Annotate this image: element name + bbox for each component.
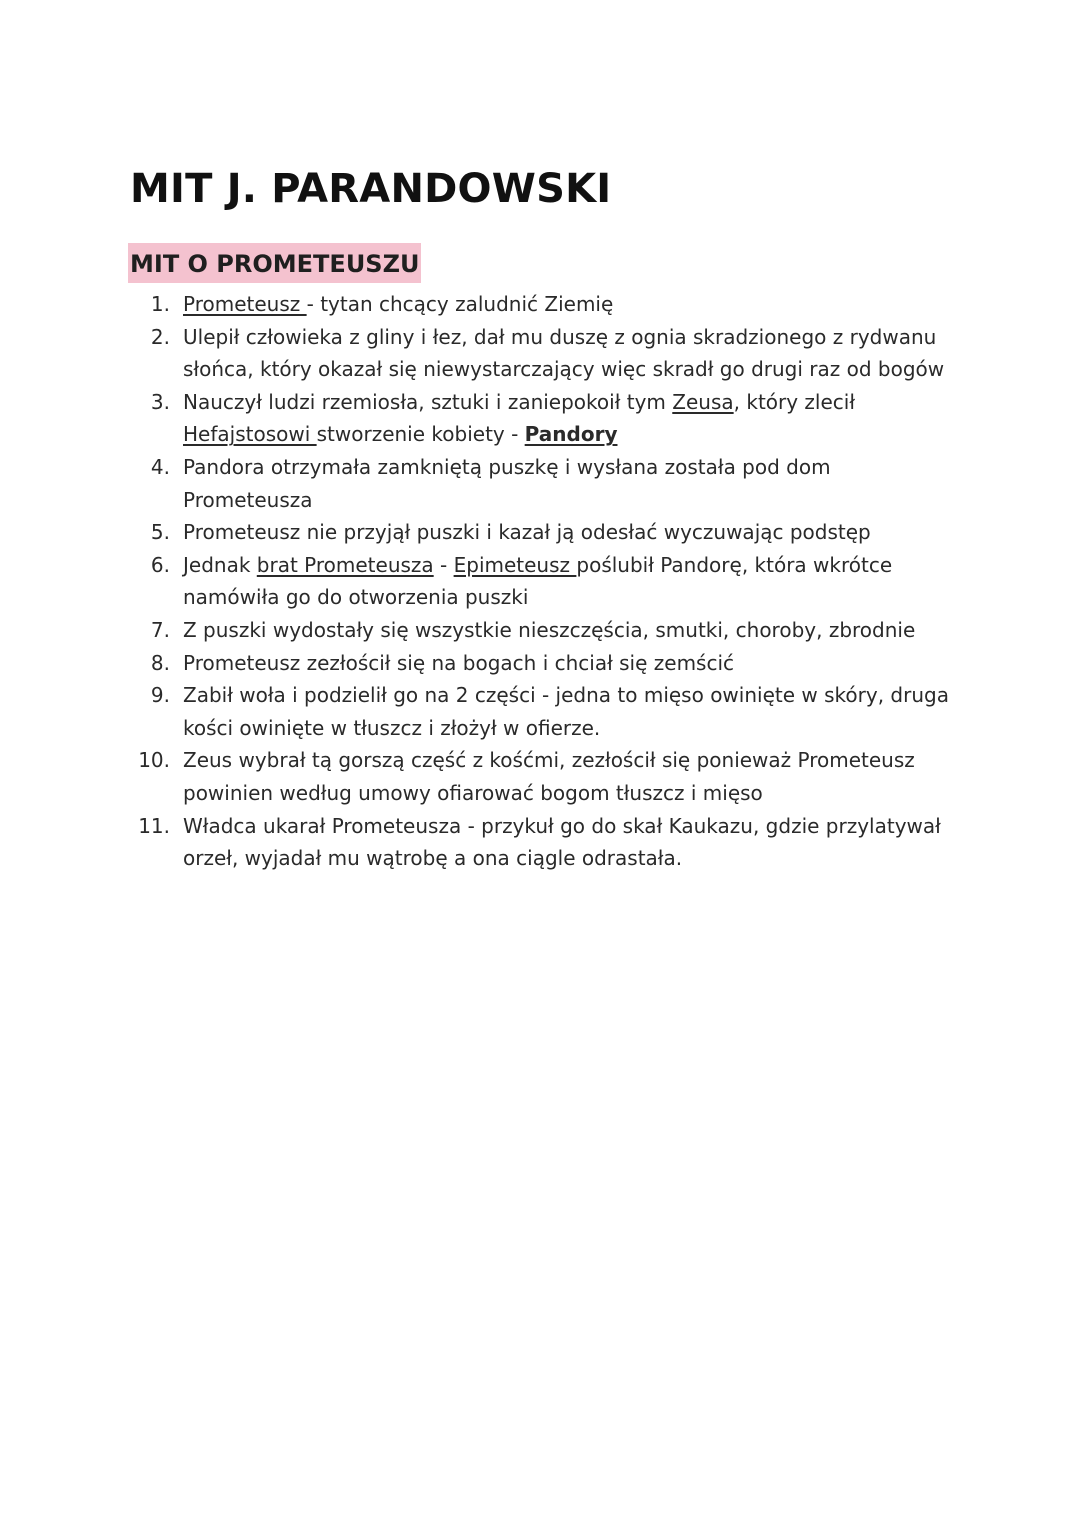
list-item: [130, 549, 950, 614]
list-item: [130, 451, 950, 516]
page-title: MIT J. PARANDOWSKI: [130, 166, 612, 212]
list-item: [130, 679, 950, 744]
list-item-number: 11.: [138, 813, 170, 838]
underlined-term: Hefajstosowi: [183, 422, 317, 447]
list-item-text: Pandora otrzymała zamkniętą puszkę i wysłana została pod dom Prometeusza: [183, 454, 831, 512]
list-item-text: Nauczył ludzi rzemiosła, sztuki i zaniepokoił tym: [183, 389, 673, 414]
underlined-term: brat Prometeusza: [256, 552, 434, 577]
list-item-number: 4.: [150, 454, 170, 479]
list-item-number: 9.: [150, 683, 170, 708]
list-item-number: 5.: [150, 520, 170, 545]
list-item-text: Prometeusz zezłościł się na bogach i chciał się zemścić: [183, 650, 735, 675]
list-item-number: 10.: [138, 748, 170, 773]
list-item: [130, 288, 950, 321]
list-item: [130, 386, 950, 451]
list-item-number: 1.: [150, 292, 170, 316]
underlined-term: Zeusa: [672, 389, 734, 414]
list-item-number: 2.: [150, 324, 170, 349]
numbered-list: [130, 288, 950, 875]
list-item-text: -: [433, 552, 454, 577]
list-item-text: Jednak: [183, 552, 257, 577]
list-item-text: Władca ukarał Prometeusza - przykuł go do skał Kaukazu, gdzie przylatywał orzeł, wyjadał mu wątrobę a ona ciągle odrastała.: [183, 813, 941, 871]
list-item-number: 6.: [150, 552, 170, 577]
underlined-term: Pandory: [524, 422, 618, 447]
underlined-term: Epimeteusz: [453, 552, 577, 577]
list-item-text: Z puszki wydostały się wszystkie nieszczęścia, smutki, choroby, zbrodnie: [183, 617, 916, 642]
list-item: [130, 516, 950, 549]
list-item-text: , który zlecił: [733, 389, 856, 414]
list-item: [130, 614, 950, 647]
list-item-text: Ulepił człowieka z gliny i łez, dał mu duszę z ognia skradzionego z rydwanu słońca, który okazał się niewystarczający więc skradł go drugi raz od bogów: [183, 324, 945, 382]
list-item: [130, 744, 950, 809]
list-item-text: Zeus wybrał tą gorszą część z kośćmi, zezłościł się ponieważ Prometeusz powinien według umowy ofiarować bogom tłuszcz i mięso: [183, 748, 915, 805]
list-item-text: Prometeusz nie przyjął puszki i kazał ją odesłać wyczuwając podstęp: [183, 520, 871, 545]
list-item-number: 7.: [150, 617, 170, 642]
list-item-number: 8.: [150, 650, 170, 675]
section-heading-highlighted: MIT O PROMETEUSZU: [128, 243, 421, 283]
list-item-text: - tytan chcący zaludnić Ziemię: [306, 292, 614, 316]
underlined-term: Prometeusz: [183, 292, 307, 316]
list-item: [130, 647, 950, 680]
list-item: [130, 810, 950, 875]
list-item-text: stworzenie kobiety -: [316, 422, 525, 447]
list-item: [130, 321, 950, 386]
list-item-text: Zabił woła i podzielił go na 2 części - jedna to mięso owinięte w skóry, druga kości owinięte w tłuszcz i złożył w ofierze.: [183, 683, 949, 740]
list-item-number: 3.: [150, 389, 170, 414]
list-item-text: poślubił Pandorę, która wkrótce namówiła go do otworzenia puszki: [183, 552, 893, 610]
